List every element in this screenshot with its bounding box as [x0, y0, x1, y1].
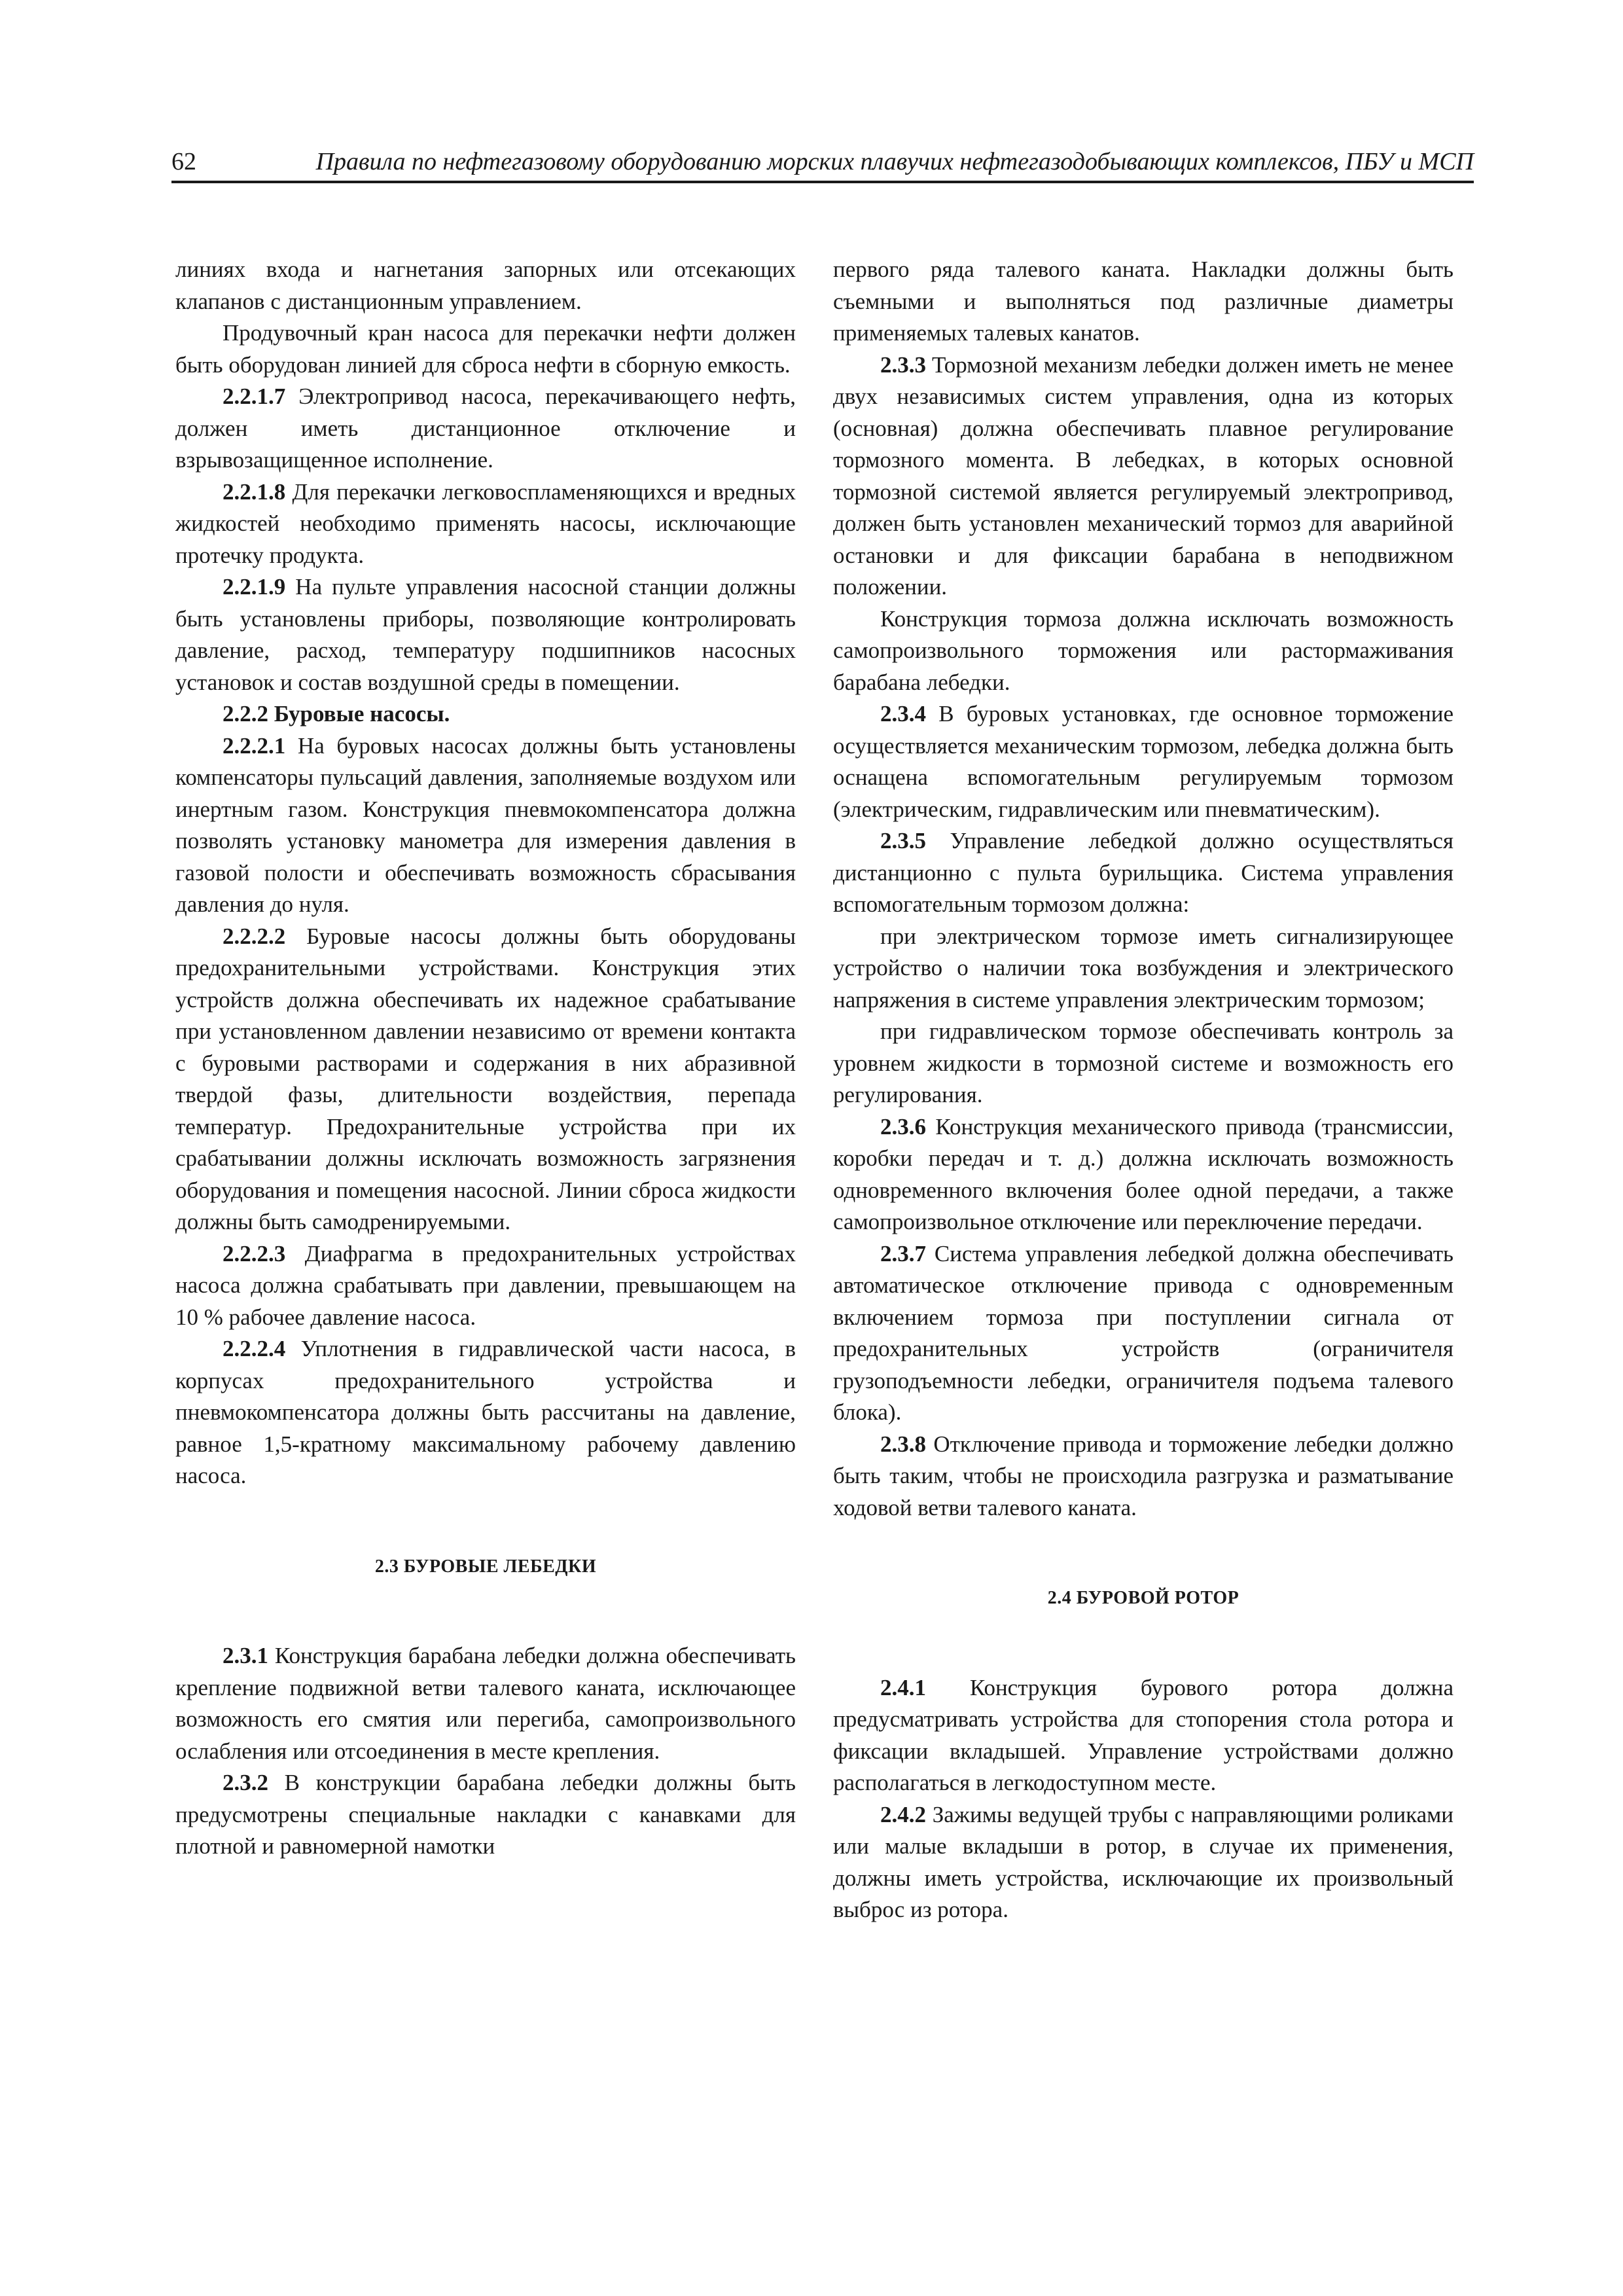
clause-text: Система управления лебедкой должна обеспечивать автоматическое отключение привода с одновременным включением тормоза при поступлении сигнала от предохранительных устройств (ограничителя грузоподъемности лебедки, ограничителя подъема талевого блока). [833, 1240, 1454, 1425]
clause-number: 2.3.8 [880, 1431, 926, 1457]
page-header [171, 143, 1474, 183]
paragraph [833, 698, 1454, 825]
paragraph [175, 476, 796, 572]
paragraph [833, 1111, 1454, 1238]
clause-text: Тормозной механизм лебедки должен иметь не менее двух независимых систем управления, одна из которых (основная) должна обеспечивать плавное регулирование тормозного момента. В лебедках, в которых основной тормозной системой является регулируемый электропривод, должен быть установлен механический тормоз для аварийной остановки и для фиксации барабана в неподвижном положении. [833, 351, 1454, 600]
page-number: 62 [171, 148, 196, 175]
clause-number: 2.2.2.1 [223, 732, 286, 759]
paragraph [175, 1640, 796, 1767]
clause-number: 2.3.1 [223, 1643, 268, 1668]
left-column [175, 254, 796, 2178]
clause-text: Электропривод насоса, перекачивающего нефть, должен иметь дистанционное отключение и взрывозащищенное исполнение. [175, 384, 796, 473]
running-title: Правила по нефтегазовому оборудованию морских плавучих нефтегазодобывающих комплексов, ПБУ и МСП [315, 148, 1474, 175]
paragraph [833, 350, 1454, 603]
clause-text: Конструкция барабана лебедки должна обеспечивать крепление подвижной ветви талевого каната, исключающее возможность его смятия или перегиба, самопроизвольного ослабления или отсоединения в месте крепления. [175, 1643, 796, 1764]
clause-text: На буровых насосах должны быть установлены компенсаторы пульсаций давления, заполняемые воздухом или инертным газом. Конструкция пневмокомпенсатора должна позволять установку манометра для измерения давления в газовой полости и обеспечивать возможность сбрасывания давления до нуля. [175, 732, 796, 917]
clause-text: На пульте управления насосной станции должны быть установлены приборы, позволяющие контролировать давление, расход, температуру подшипников насосных установок и состав воздушной среды в помещении. [175, 574, 796, 695]
clause-number: 2.3.7 [880, 1240, 926, 1266]
clause-text: Конструкция механического привода (трансмиссии, коробки передач и т. д.) должна исключать возможность одновременного включения более одной передачи, а также самопроизвольное отключение или переключение передачи. [833, 1113, 1454, 1234]
clause-text: Конструкция бурового ротора должна предусматривать устройства для стопорения стола ротора и фиксации вкладышей. Управление устройствами должно располагаться в легкодоступном месте. [833, 1674, 1454, 1795]
paragraph [175, 1767, 796, 1863]
clause-number: 2.3.2 [223, 1770, 268, 1795]
paragraph [175, 1333, 796, 1492]
paragraph [175, 571, 796, 698]
paragraph: Продувочный кран насоса для перекачки нефти должен быть оборудован линией для сброса нефти в сборную емкость. [175, 320, 796, 378]
paragraph: при гидравлическом тормозе обеспечивать контроль за уровнем жидкости в тормозной системе и возможность его регулирования. [833, 1018, 1454, 1107]
section-heading: 2.4 БУРОВОЙ РОТОР [1047, 1588, 1240, 1608]
clause-number: 2.4.2 [880, 1801, 926, 1827]
clause-number: 2.2.2.3 [223, 1240, 286, 1266]
paragraph [833, 1429, 1454, 1524]
paragraph [833, 1799, 1454, 1926]
paragraph [833, 825, 1454, 921]
clause-number: 2.2.2.2 [223, 923, 286, 949]
clause-text: В конструкции барабана лебедки должны быть предусмотрены специальные накладки с канавками для плотной и равномерной намотки [175, 1770, 796, 1859]
paragraph: первого ряда талевого каната. Накладки должны быть съемными и выполняться под различные диаметры применяемых талевых канатов. [833, 257, 1454, 346]
paragraph: Конструкция тормоза должна исключать возможность самопроизвольного торможения или растормаживания барабана лебедки. [833, 605, 1454, 695]
clause-text: В буровых установках, где основное торможение осуществляется механическим тормозом, лебедка должна быть оснащена вспомогательным регулируемым тормозом (электрическим, гидравлическим или пневматическим). [833, 701, 1454, 822]
paragraph [175, 730, 796, 921]
clause-number: 2.4.1 [880, 1674, 926, 1700]
paragraph [175, 381, 796, 476]
paragraph [833, 1672, 1454, 1799]
clause-number: 2.2.1.8 [223, 478, 286, 505]
clause-text: Диафрагма в предохранительных устройствах насоса должна срабатывать при давлении, превышающем на 10 % рабочее давление насоса. [175, 1240, 796, 1330]
paragraph [175, 1238, 796, 1334]
paragraph [175, 921, 796, 1238]
clause-text: Управление лебедкой должно осуществляться дистанционно с пульта бурильщика. Система управления вспомогательным тормозом должна: [833, 828, 1454, 917]
clause-text: Буровые насосы должны быть оборудованы предохранительными устройствами. Конструкция этих устройств должна обеспечивать их надежное срабатывание при установленном давлении независимо от времени контакта с буровыми растворами и содержания в них абразивной твердой фазы, длительности воздействия, перепада температур. Предохранительные устройства при их срабатывании должны исключать возможность загрязнения оборудования и помещения насосной. Линии сброса жидкости должны быть самодренируемыми. [175, 923, 796, 1234]
clause-number: 2.3.4 [880, 701, 926, 726]
clause-number: 2.2.1.9 [223, 574, 286, 600]
paragraph: линиях входа и нагнетания запорных или отсекающих клапанов с дистанционным управлением. [175, 257, 796, 314]
section-heading: 2.3 БУРОВЫЕ ЛЕБЕДКИ [374, 1556, 597, 1577]
right-column [833, 254, 1454, 2178]
paragraph: при электрическом тормозе иметь сигнализирующее устройство о наличии тока возбуждения и электрического напряжения в системе управления электрическим тормозом; [833, 923, 1454, 1013]
clause-text: Отключение привода и торможение лебедки должно быть таким, чтобы не происходила разгрузка и разматывание ходовой ветви талевого каната. [833, 1431, 1454, 1520]
clause-number: 2.3.6 [880, 1113, 926, 1139]
clause-number: 2.2.2.4 [223, 1336, 286, 1361]
paragraph [833, 1238, 1454, 1429]
clause-text: Уплотнения в гидравлической части насоса, в корпусах предохранительного устройства и пневмокомпенсатора должны быть рассчитаны на давление, равное 1,5-кратному максимальному рабочему давлению насоса. [175, 1336, 796, 1488]
subsection-heading: 2.2.2 Буровые насосы. [223, 701, 450, 726]
clause-text: Зажимы ведущей трубы с направляющими роликами или малые вкладыши в ротор, в случае их применения, должны иметь устройства, исключающие их произвольный выброс из ротора. [833, 1801, 1454, 1922]
clause-number: 2.3.3 [880, 351, 926, 378]
clause-text: Для перекачки легковоспламеняющихся и вредных жидкостей необходимо применять насосы, исключающие протечку продукта. [175, 478, 796, 568]
clause-number: 2.2.1.7 [223, 384, 286, 409]
clause-number: 2.3.5 [880, 828, 926, 853]
